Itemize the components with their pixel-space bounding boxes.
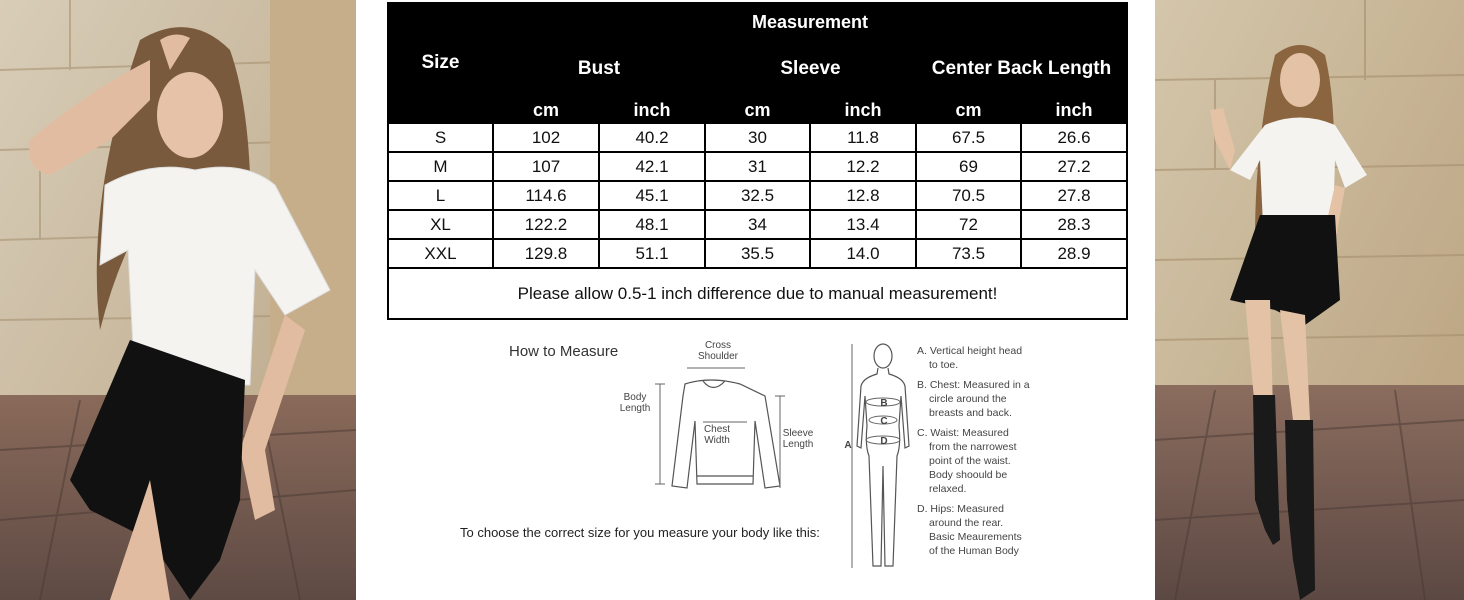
table-cell: 107 <box>493 152 599 181</box>
body-letter: B <box>880 398 888 409</box>
table-cell: 26.6 <box>1021 123 1127 152</box>
table-cell: 129.8 <box>493 239 599 268</box>
bust-header: Bust <box>493 41 705 97</box>
table-cell: 30 <box>705 123 810 152</box>
table-cell: 114.6 <box>493 181 599 210</box>
note-b: B. Chest: Measured in a circle around the breasts and back. <box>917 379 1030 419</box>
measurement-note: Please allow 0.5-1 inch difference due to manual measurement! <box>388 268 1127 319</box>
table-row <box>388 123 1127 152</box>
size-header: Size <box>388 3 493 123</box>
table-cell: 28.3 <box>1021 210 1127 239</box>
size-cell: XXL <box>388 239 493 268</box>
table-cell: 27.8 <box>1021 181 1127 210</box>
model-photo-right <box>1155 0 1464 600</box>
table-cell: 32.5 <box>705 181 810 210</box>
note-d: D. Hips: Measured around the rear. Basic Meaurements of the Human Body <box>917 503 1022 557</box>
body-diagram <box>843 336 923 576</box>
table-cell: 27.2 <box>1021 152 1127 181</box>
guide-title: How to Measure <box>509 343 619 360</box>
sleeve-header: Sleeve <box>705 41 916 97</box>
table-row <box>388 181 1127 210</box>
body-length-label: Body Length <box>619 392 651 414</box>
cross-shoulder-label: Cross Shoulder <box>697 340 739 362</box>
table-cell: 70.5 <box>916 181 1021 210</box>
table-cell: 12.8 <box>810 181 916 210</box>
table-cell: 34 <box>705 210 810 239</box>
unit-header: cm <box>916 97 1021 123</box>
unit-header: cm <box>493 97 599 123</box>
note-a: A. Vertical height head to toe. <box>917 345 1023 371</box>
body-letter: C <box>880 416 888 427</box>
table-cell: 102 <box>493 123 599 152</box>
table-cell: 69 <box>916 152 1021 181</box>
guide-sentence: To choose the correct size for you measure your body like this: <box>460 525 820 540</box>
unit-header: inch <box>810 97 916 123</box>
size-chart-table <box>387 2 1128 320</box>
model-photo-left <box>0 0 356 600</box>
table-cell: 73.5 <box>916 239 1021 268</box>
table-cell: 28.9 <box>1021 239 1127 268</box>
size-cell: S <box>388 123 493 152</box>
note-row <box>388 268 1127 319</box>
table-cell: 122.2 <box>493 210 599 239</box>
table-cell: 12.2 <box>810 152 916 181</box>
size-cell: L <box>388 181 493 210</box>
table-cell: 45.1 <box>599 181 705 210</box>
unit-header: inch <box>1021 97 1127 123</box>
table-cell: 72 <box>916 210 1021 239</box>
table-cell: 14.0 <box>810 239 916 268</box>
body-letter: D <box>880 436 888 447</box>
table-row <box>388 152 1127 181</box>
size-cell: M <box>388 152 493 181</box>
table-cell: 67.5 <box>916 123 1021 152</box>
table-cell: 51.1 <box>599 239 705 268</box>
table-cell: 11.8 <box>810 123 916 152</box>
body-letter: A <box>844 440 852 451</box>
unit-header: cm <box>705 97 810 123</box>
center-back-length-header: Center Back Length <box>916 41 1127 97</box>
table-cell: 40.2 <box>599 123 705 152</box>
table-row <box>388 210 1127 239</box>
measurement-header: Measurement <box>493 3 1127 41</box>
unit-header: inch <box>599 97 705 123</box>
chest-width-label: Chest Width <box>703 424 731 446</box>
note-c: C. Waist: Measured from the narrowest point of the waist. Body shoould be relaxed. <box>917 427 1017 495</box>
table-cell: 31 <box>705 152 810 181</box>
table-cell: 48.1 <box>599 210 705 239</box>
human-body-icon <box>843 336 923 576</box>
measure-guide <box>387 330 1126 598</box>
sleeve-length-label: Sleeve Length <box>782 428 814 450</box>
shirt-diagram <box>615 336 815 506</box>
table-row <box>388 239 1127 268</box>
size-cell: XL <box>388 210 493 239</box>
table-cell: 42.1 <box>599 152 705 181</box>
table-cell: 35.5 <box>705 239 810 268</box>
measure-notes <box>917 344 1047 564</box>
table-cell: 13.4 <box>810 210 916 239</box>
